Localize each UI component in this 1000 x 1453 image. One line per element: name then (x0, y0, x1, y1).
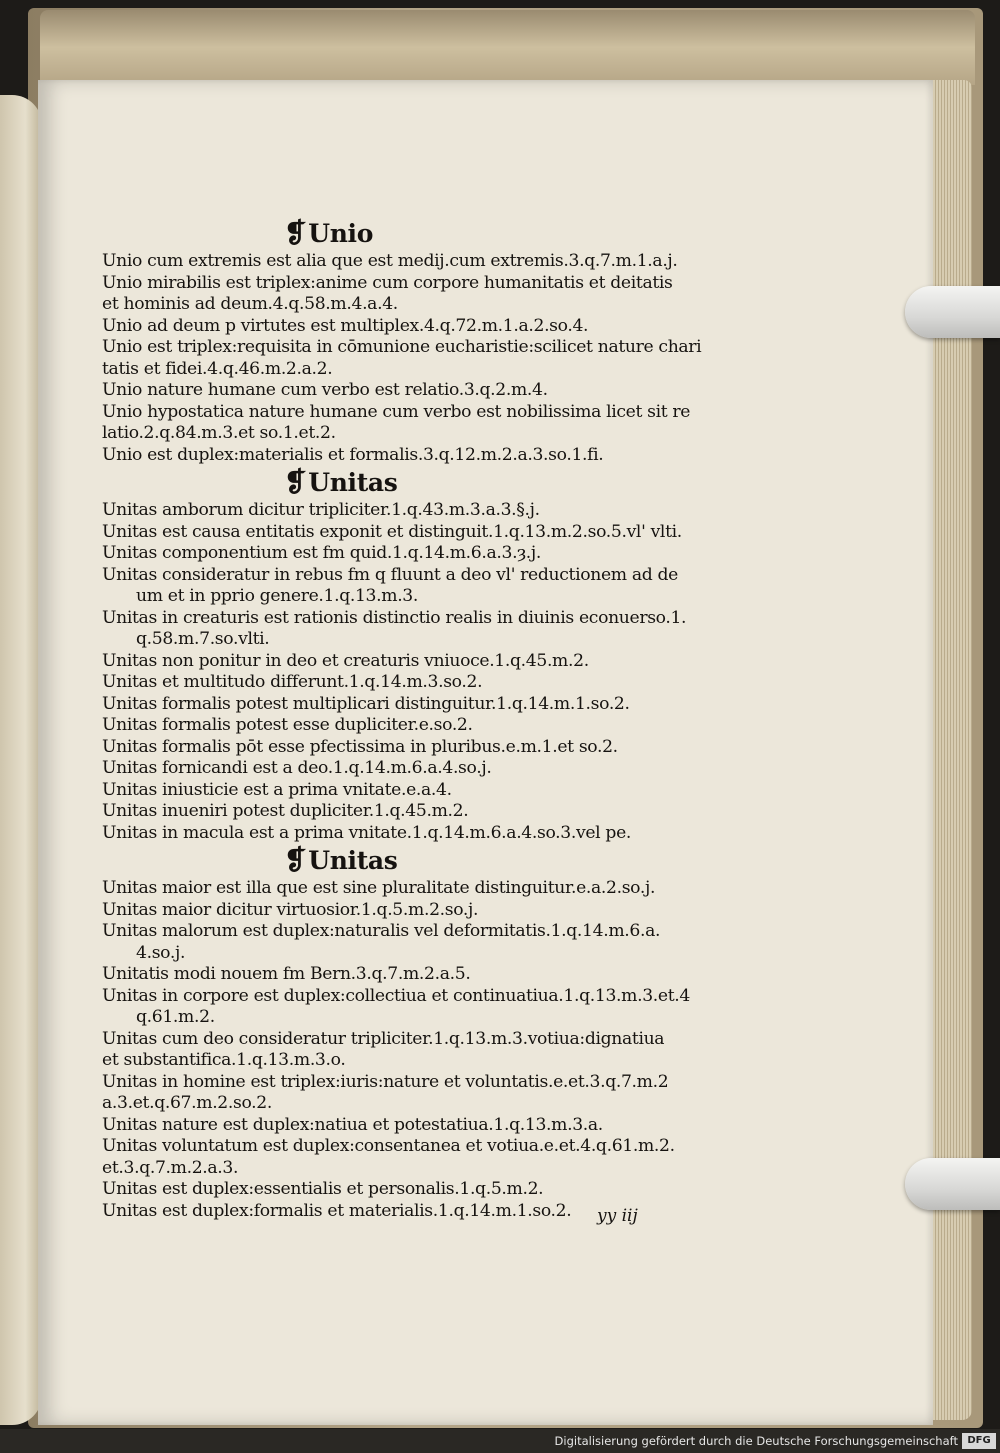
pilcrow-icon: ❡ (284, 218, 307, 249)
text-line: Unitas cum deo consideratur tripliciter.1.q.13.m.3.votiua:dignatiua (102, 1028, 665, 1049)
text-line: Unitas consideratur in rebus fm q fluunt a deo vl' reductionem ad de (102, 564, 678, 585)
text-line: et hominis ad deum.4.q.58.m.4.a.4. (102, 294, 398, 314)
pilcrow-icon: ❡ (284, 467, 307, 498)
pilcrow-icon: ❡ (284, 845, 307, 876)
footer-bar (0, 1429, 1000, 1453)
text-line: et.3.q.7.m.2.a.3. (102, 1157, 239, 1178)
text-line: latio.2.q.84.m.3.et so.1.et.2. (102, 423, 336, 443)
text-line: 4.so.j. (136, 942, 186, 963)
text-line: a.3.et.q.67.m.2.so.2. (102, 1093, 272, 1113)
text-line: Unitas componentium est fm quid.1.q.14.m.6.a.3.ȝ.j. (102, 543, 542, 563)
text-line: Unitas in homine est triplex:iuris:nature et voluntatis.e.et.3.q.7.m.2 (102, 1071, 669, 1092)
text-line: Unitas amborum dicitur tripliciter.1.q.43.m.3.a.3.§.j. (102, 500, 540, 520)
text-line: Unitas est duplex:formalis et materialis.1.q.14.m.1.so.2. (102, 1200, 572, 1221)
text-line: Unio est duplex:materialis et formalis.3.q.12.m.2.a.3.so.1.fi. (102, 444, 604, 465)
text-line: Unitas nature est duplex:natiua et potestatiua.1.q.13.m.3.a. (102, 1114, 603, 1135)
section-heading-text: Unitas (308, 468, 398, 497)
text-line: Unitatis modi nouem fm Bern.3.q.7.m.2.a.5. (102, 964, 471, 984)
text-line: Unio hypostatica nature humane cum verbo est nobilissima licet sit re (102, 401, 691, 422)
text-line: Unio ad deum p virtutes est multiplex.4.q.72.m.1.a.2.so.4. (102, 315, 589, 336)
text-line: Unio nature humane cum verbo est relatio.3.q.2.m.4. (102, 380, 548, 400)
page-clip-bottom (905, 1158, 1000, 1210)
text-line: Unitas maior dicitur virtuosior.1.q.5.m.2.so.j. (102, 899, 479, 920)
text-line: Unitas formalis potest esse dupliciter.e.so.2. (102, 715, 473, 735)
text-line: q.58.m.7.so.vlti. (136, 629, 270, 649)
text-line: Unitas in creaturis est rationis distinctio realis in diuinis econuerso.1. (102, 607, 687, 628)
text-line: Unitas formalis potest multiplicari distinguitur.1.q.14.m.1.so.2. (102, 693, 630, 714)
text-line: Unitas in corpore est duplex:collectiua et continuatiua.1.q.13.m.3.et.4 (102, 985, 690, 1006)
text-line: Unitas malorum est duplex:naturalis vel deformitatis.1.q.14.m.6.a. (102, 921, 661, 941)
text-line: Unio est triplex:requisita in cōmunione eucharistie:scilicet nature chari (102, 337, 702, 357)
text-line: Unio mirabilis est triplex:anime cum corpore humanitatis et deitatis (102, 272, 673, 293)
book-top-edge (40, 10, 975, 85)
text-line: q.61.m.2. (136, 1007, 215, 1027)
page-text-block (102, 217, 742, 1222)
text-line: Unitas fornicandi est a deo.1.q.14.m.6.a.4.so.j. (102, 758, 492, 778)
section-heading (102, 466, 742, 500)
section-heading-text: Unitas (308, 846, 398, 875)
text-line: um et in pprio genere.1.q.13.m.3. (136, 586, 419, 606)
page-clip-top (905, 286, 1000, 338)
text-line: Unitas voluntatum est duplex:consentanea et votiua.e.et.4.q.61.m.2. (102, 1136, 675, 1156)
section-heading (102, 844, 742, 878)
section-heading-text: Unio (308, 219, 374, 248)
signature-mark: yy iij (597, 1206, 638, 1226)
text-line: Unitas in macula est a prima vnitate.1.q.14.m.6.a.4.so.3.vel pe. (102, 822, 632, 843)
text-line: Unitas est duplex:essentialis et personalis.1.q.5.m.2. (102, 1179, 544, 1199)
text-line: Unitas iniusticie est a prima vnitate.e.a.4. (102, 779, 452, 800)
text-line: Unitas non ponitur in deo et creaturis vniuoce.1.q.45.m.2. (102, 650, 589, 671)
text-line: Unio cum extremis est alia que est medij.cum extremis.3.q.7.m.1.a.j. (102, 251, 678, 271)
text-line: tatis et fidei.4.q.46.m.2.a.2. (102, 358, 333, 379)
text-line: Unitas et multitudo differunt.1.q.14.m.3.so.2. (102, 672, 483, 692)
text-line: Unitas formalis pōt esse pfectissima in pluribus.e.m.1.et so.2. (102, 736, 618, 757)
page-edges (930, 80, 972, 1420)
dfg-logo: DFG (962, 1433, 996, 1449)
text-line: Unitas inueniri potest dupliciter.1.q.45.m.2. (102, 801, 469, 821)
left-facing-page (0, 95, 42, 1425)
text-line: et substantifica.1.q.13.m.3.o. (102, 1050, 346, 1070)
text-line: Unitas est causa entitatis exponit et distinguit.1.q.13.m.2.so.5.vl' vlti. (102, 521, 682, 542)
footer-credit: Digitalisierung gefördert durch die Deutsche Forschungsgemeinschaft (554, 1434, 958, 1448)
text-line: Unitas maior est illa que est sine pluralitate distinguitur.e.a.2.so.j. (102, 878, 656, 898)
section-heading (102, 217, 742, 251)
